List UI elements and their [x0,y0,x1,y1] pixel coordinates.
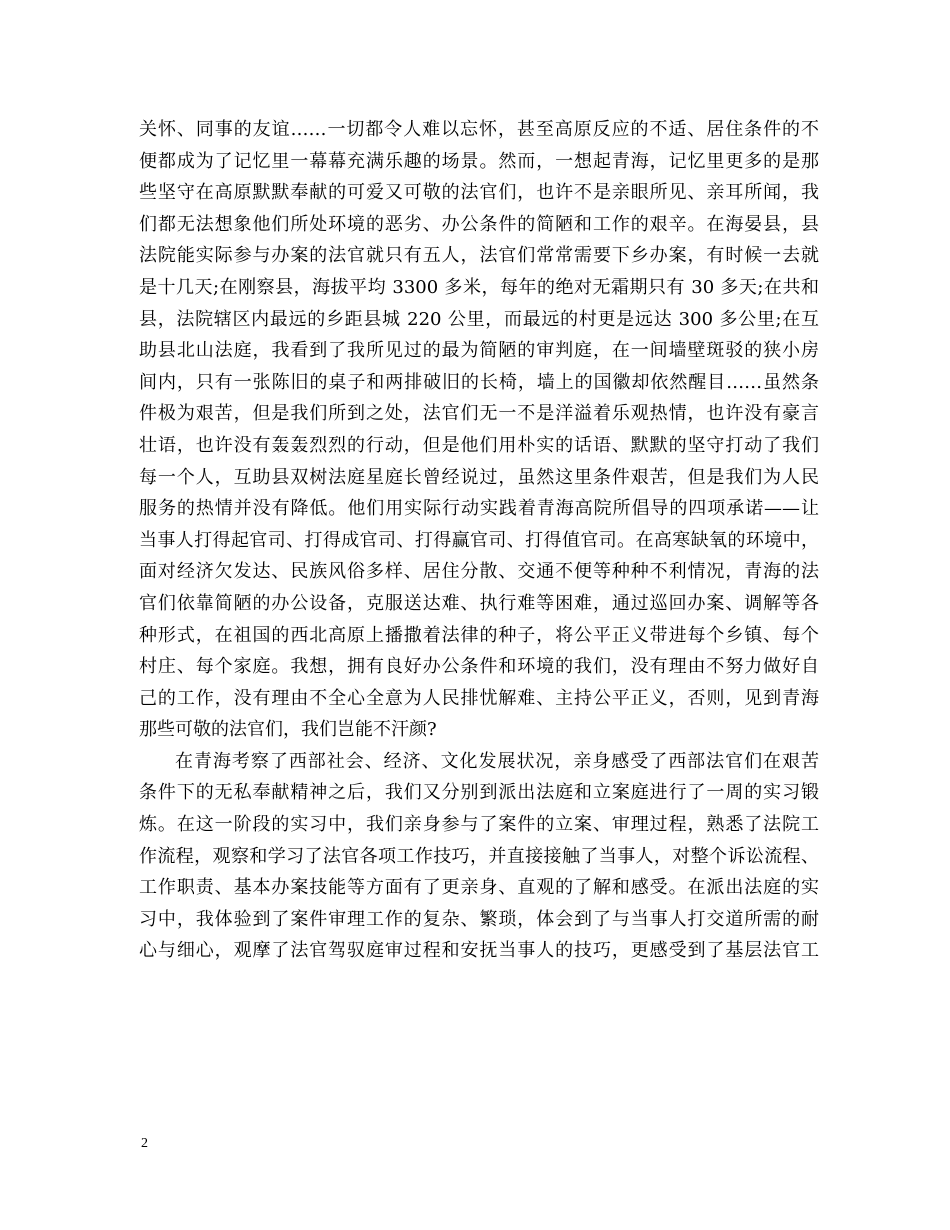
text-line: 助县北山法庭，我看到了我所见过的最为简陋的审判庭，在一间墙壁斑驳的狭小房 [139,340,819,362]
body-text [139,114,819,967]
page-number: 2 [141,1136,148,1151]
text-line: 习中，我体验到了案件审理工作的复杂、繁琐，体会到了与当事人打交道所需的耐 [139,908,819,930]
text-line: 间内，只有一张陈旧的桌子和两排破旧的长椅，墙上的国徽却依然醒目……虽然条 [139,371,819,393]
text-line: 壮语，也许没有轰轰烈烈的行动，但是他们用朴实的话语、默默的坚守打动了我们 [139,434,819,456]
text-line: 件极为艰苦，但是我们所到之处，法官们无一不是洋溢着乐观热情，也许没有豪言 [139,403,819,425]
text-line: 当事人打得起官司、打得成官司、打得赢官司、打得值官司。在高寒缺氧的环境中， [139,529,819,551]
text-line: 服务的热情并没有降低。他们用实际行动实践着青海高院所倡导的四项承诺——让 [139,498,819,520]
text-line: 官们依靠简陋的办公设备，克服送达难、执行难等困难，通过巡回办案、调解等各 [139,592,819,614]
paragraph-start-line: 在青海考察了西部社会、经济、文化发展状况，亲身感受了西部法官们在艰苦 [175,750,819,772]
text-line: 法院能实际参与办案的法官就只有五人，法官们常常需要下乡办案，有时候一去就 [139,245,819,267]
text-line: 心与细心，观摩了法官驾驭庭审过程和安抚当事人的技巧，更感受到了基层法官工 [139,940,819,962]
text-line: 面对经济欠发达、民族风俗多样、居住分散、交通不便等种种不利情况，青海的法 [139,561,819,583]
text-line: 些坚守在高原默默奉献的可爱又可敬的法官们，也许不是亲眼所见、亲耳所闻，我 [139,182,819,204]
paragraph-end-line: 那些可敬的法官们，我们岂能不汗颜? [139,719,437,741]
text-line: 炼。在这一阶段的实习中，我们亲身参与了案件的立案、审理过程，熟悉了法院工 [139,814,819,836]
text-line: 们都无法想象他们所处环境的恶劣、办公条件的简陋和工作的艰辛。在海晏县，县 [139,213,819,235]
text-line: 县，法院辖区内最远的乡距县城 220 公里，而最远的村更是远达 300 多公里;在互 [139,308,819,330]
text-line: 种形式，在祖国的西北高原上播撒着法律的种子，将公平正义带进每个乡镇、每个 [139,624,819,646]
text-line: 是十几天;在刚察县，海拔平均 3300 多米，每年的绝对无霜期只有 30 多天;在共和 [139,276,819,298]
text-line: 己的工作，没有理由不全心全意为人民排忧解难、主持公平正义，否则，见到青海 [139,687,819,709]
text-line: 条件下的无私奉献精神之后，我们又分别到派出法庭和立案庭进行了一周的实习锻 [139,782,819,804]
text-line: 便都成为了记忆里一幕幕充满乐趣的场景。然而，一想起青海，记忆里更多的是那 [139,150,819,172]
text-line: 村庄、每个家庭。我想，拥有良好办公条件和环境的我们，没有理由不努力做好自 [139,656,819,678]
text-line: 作流程，观察和学习了法官各项工作技巧，并直接接触了当事人，对整个诉讼流程、 [139,845,819,867]
text-line: 工作职责、基本办案技能等方面有了更亲身、直观的了解和感受。在派出法庭的实 [139,877,819,899]
text-line: 每一个人，互助县双树法庭星庭长曾经说过，虽然这里条件艰苦，但是我们为人民 [139,466,819,488]
text-line: 关怀、同事的友谊……一切都令人难以忘怀，甚至高原反应的不适、居住条件的不 [139,119,819,140]
